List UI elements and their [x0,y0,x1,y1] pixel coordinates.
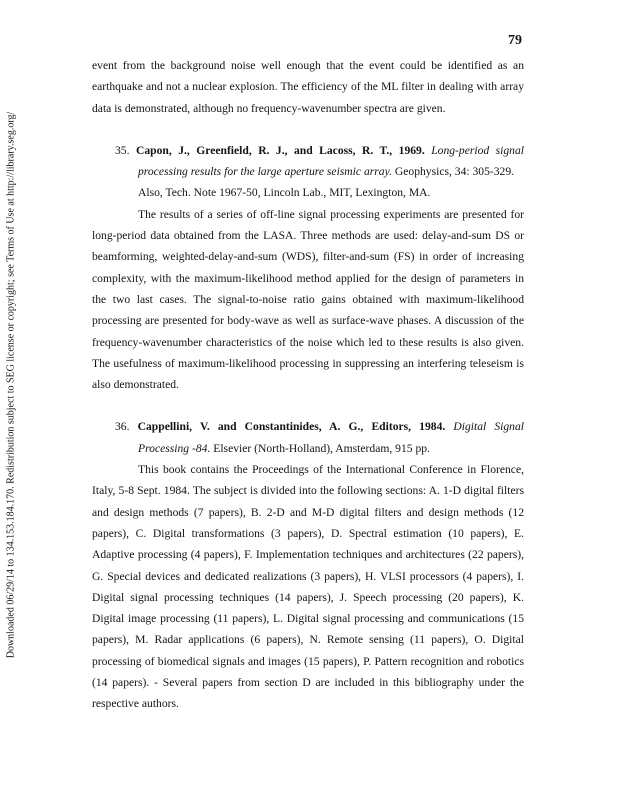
reference-35 [92,140,524,396]
intro-paragraph: event from the background noise well enough that the event could be identified as an earthquake and not a nuclear explosion. The efficiency of the ML filter in dealing with array data is demonstrated, although no frequency-wavenumber spectra are given. [92,59,524,115]
reference-number: 36. [115,420,130,434]
page-body [92,55,524,715]
reference-heading [92,416,524,459]
reference-abstract: This book contains the Proceedings of the International Conference in Florence, Italy, 5-8 Sept. 1984. The subject is divided into the following sections: A. 1-D digital filters and design methods (7 papers), B. 2-D and M-D digital filters and design methods (12 papers), C. Digital transformations (3 papers), D. Spectral estimation (10 papers), E. Adaptive processing (4 papers), F. Implementation techniques and architectures (22 papers), G. Special devices and dedicated realizations (3 papers), H. VLSI processors (4 papers), I. Digital signal processing techniques (14 papers), J. Speech processing (20 papers), K. Digital image processing (11 papers), L. Digital signal processing and communications (15 papers), M. Radar applications (6 papers), N. Remote sensing (11 papers), O. Digital processing of biomedical signals and images (15 papers), P. Pattern recognition and robotics (14 papers). - Several papers from section D are included in this bibliography under the respective authors. [92,463,524,711]
download-notice [2,111,20,659]
reference-number: 35. [115,143,130,157]
page-number: 79 [508,33,522,48]
reference-abstract: The results of a series of off-line signal processing experiments are presented for long-period data obtained from the LASA. Three methods are used: delay-and-sum DS or beamforming, weighted-delay-and-sum (WDS), filter-and-sum (FS) in order of increasing complexity, with the maximum-likelihood method applied for the design of parameters in the two last cases. The signal-to-noise ratio gains obtained with maximum-likelihood processing are presented for body-wave as well as surface-wave phases. A discussion of the frequency-wavenumber characteristics of the noise which led to these results is also given. The usefulness of maximum-likelihood processing in suppressing an interfering teleseism is also demonstrated. [92,207,524,392]
download-notice-text: Downloaded 06/29/14 to 134.153.184.170. Redistribution subject to SEG license or copyright; see Terms of Use at http://library.seg.org/ [5,111,17,659]
reference-title: Long-period signal processing results for the large aperture seismic array. [138,143,524,179]
reference-title: Digital Signal Processing -84. [138,420,524,455]
reference-36 [92,416,524,714]
reference-authors: Cappellini, V. and Constantinides, A. G., Editors, 1984. [137,420,446,434]
reference-source: Geophysics, 34: 305-329. [394,165,515,179]
reference-heading [92,140,524,183]
reference-authors: Capon, J., Greenfield, R. J., and Lacoss, R. T., 1969. [135,143,425,157]
reference-source: Elsevier (North-Holland), Amsterdam, 915 pp. [213,441,430,455]
reference-extra: Also, Tech. Note 1967-50, Lincoln Lab., MIT, Lexington, MA. [138,186,431,200]
